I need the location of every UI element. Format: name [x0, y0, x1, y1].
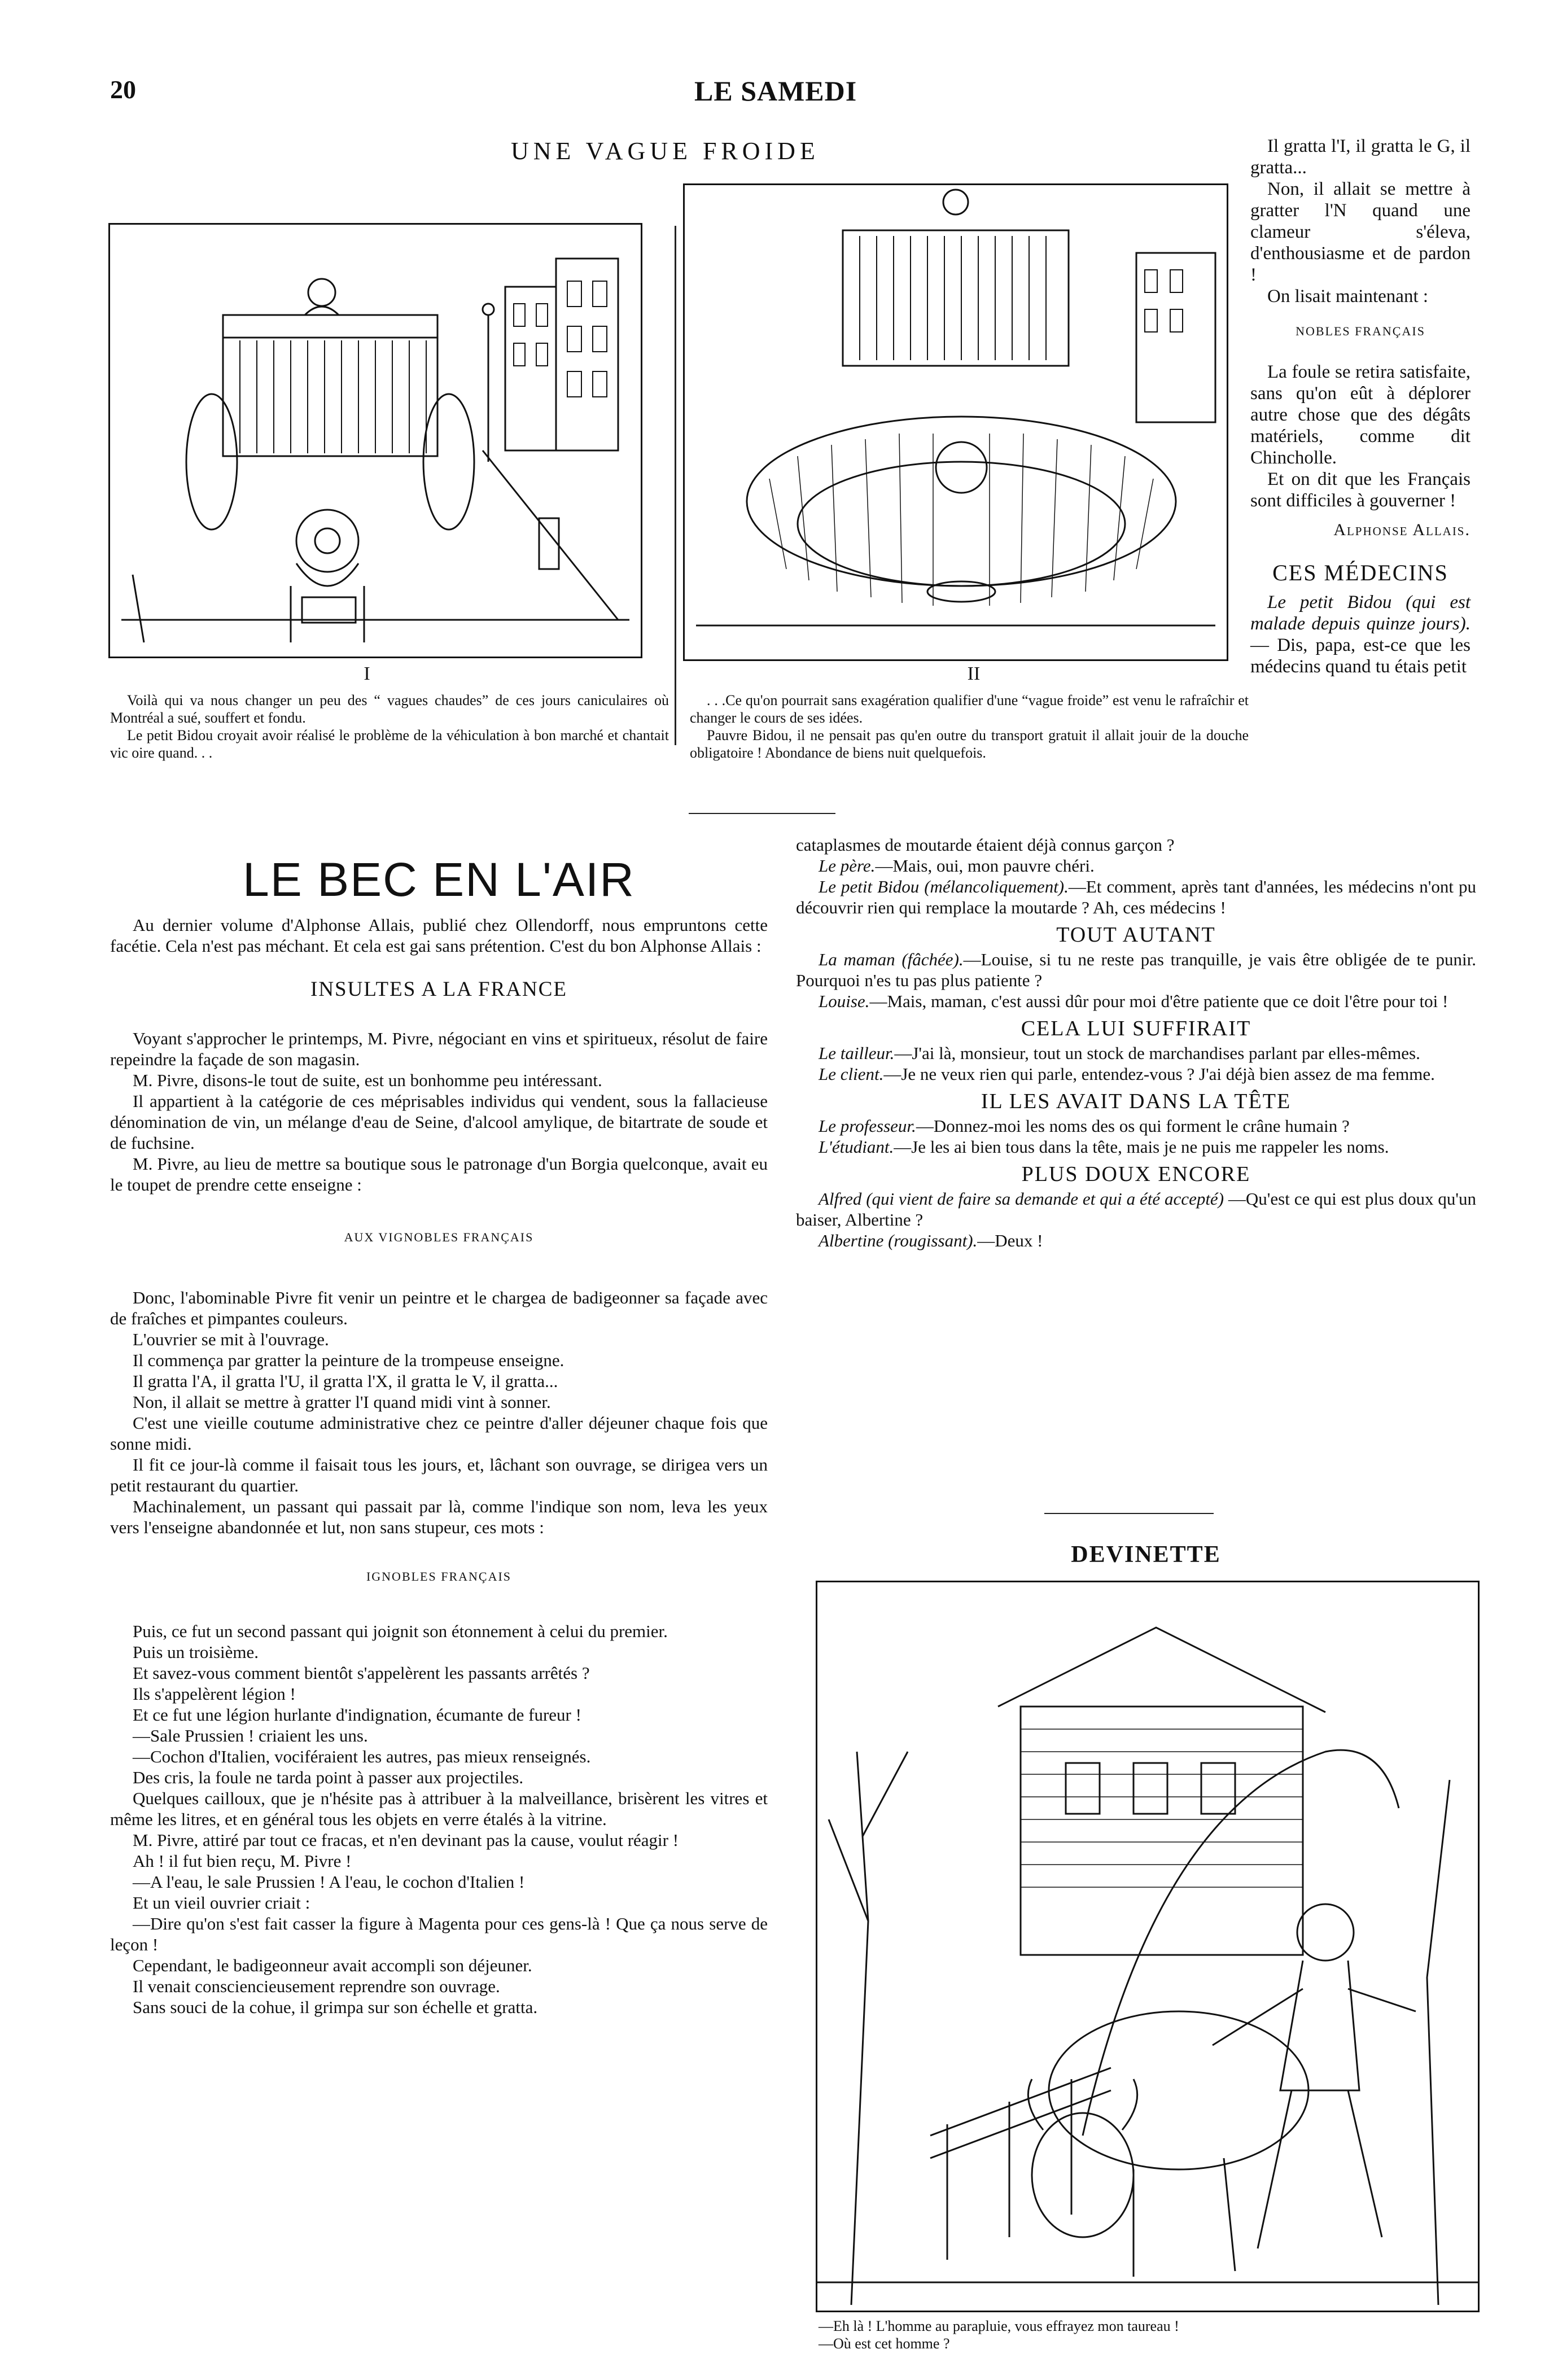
- devinette-title: DEVINETTE: [1071, 1542, 1221, 1568]
- bec-p7: Il commença par gratter la peinture de la trompeuse enseigne.: [133, 1350, 564, 1370]
- bec-p18: —Sale Prussien ! criaient les uns.: [133, 1726, 368, 1745]
- panel-2-caption: [690, 692, 1249, 762]
- jokes-column: [796, 834, 1476, 1251]
- right-para-1: Il gratta l'I, il gratta le G, il gratta...: [1250, 136, 1471, 178]
- line-maman: —Louise, si tu ne reste pas tranquille, je vais être obligée de te punir. Pourquoi n'es tu pas plus patiente ?: [796, 950, 1476, 990]
- bec-title: LE BEC EN L'AIR: [243, 853, 635, 906]
- bec-p27: Cependant, le badigeonneur avait accompli son déjeuner.: [133, 1955, 532, 1975]
- bec-p13: Puis, ce fut un second passant qui joignit son étonnement à celui du premier.: [133, 1621, 668, 1641]
- bec-p28: Il venait consciencieusement reprendre son ouvrage.: [133, 1976, 500, 1996]
- bec-sign-1: AUX VIGNOBLES FRANÇAIS: [344, 1230, 534, 1244]
- right-para-4: La foule se retira satisfaite, sans qu'on eût à déplorer autre chose que des dégâts matériels, comme dit Chincholle.: [1250, 362, 1471, 468]
- speaker-louise: Louise.: [819, 991, 870, 1011]
- page-number: 20: [110, 75, 136, 104]
- right-para-2: Non, il allait se mettre à gratter l'N quand une clameur s'éleva, d'enthousiasme et de pardon !: [1250, 179, 1471, 285]
- bec-p22: M. Pivre, attiré par tout ce fracas, et n'en devinant pas la cause, voulut réagir !: [133, 1830, 679, 1850]
- bec-p19: —Cochon d'Italien, vociféraient les autres, pas mieux renseignés.: [133, 1747, 591, 1766]
- line-etudiant: —Je les ai bien tous dans la tête, mais je ne puis me rappeler les noms.: [894, 1137, 1389, 1157]
- medecins-text: — Dis, papa, est-ce que les médecins quand tu étais petit: [1250, 635, 1471, 677]
- heading-plus-doux: PLUS DOUX ENCORE: [1021, 1162, 1251, 1186]
- devinette-caption: [819, 2317, 1479, 2352]
- bec-p15: Et savez-vous comment bientôt s'appelèrent les passants arrêtés ?: [133, 1663, 590, 1683]
- line-bidou: —Et comment, après tant d'années, les médecins n'ont pu découvrir rien qui remplace la moutarde ? Ah, ces médecins !: [796, 877, 1476, 917]
- bec-p6: L'ouvrier se mit à l'ouvrage.: [133, 1329, 329, 1349]
- bec-p10: C'est une vieille coutume administrative chez ce peintre d'aller déjeuner chaque fois que sonne midi.: [110, 1413, 768, 1454]
- medecins-title: CES MÉDECINS: [1272, 560, 1448, 585]
- heading-tout-autant: TOUT AUTANT: [1056, 923, 1216, 947]
- wagon-street-drawing: [110, 225, 641, 657]
- section-rule: [689, 813, 835, 814]
- speaker-bidou: Le petit Bidou (mélancoliquement).: [819, 877, 1069, 896]
- line-louise: —Mais, maman, c'est aussi dûr pour moi d'être patiente que ce doit l'être pour toi !: [869, 991, 1448, 1011]
- panel-1-number: I: [364, 663, 370, 684]
- right-sign: NOBLES FRANÇAIS: [1296, 324, 1425, 338]
- cartoon-title: UNE VAGUE FROIDE: [511, 137, 820, 165]
- panel-1-caption-line-1: Voilà qui va nous changer un peu des “ vagues chaudes” de ces jours caniculaires où Montréal a sué, souffert et fondu.: [110, 692, 669, 726]
- fountain-drawing: [685, 185, 1227, 659]
- line-pere: —Mais, oui, mon pauvre chéri.: [875, 856, 1095, 876]
- bec-p21: Quelques cailloux, que je n'hésite pas à attribuer à la malveillance, brisèrent les vitres et même les litres, et en général tous les objets en verre étalés à la vitrine.: [110, 1788, 768, 1829]
- line-albertine: —Deux !: [977, 1231, 1043, 1250]
- panel-2-number: II: [967, 663, 981, 684]
- speaker-pere: Le père.: [819, 856, 876, 876]
- right-signature: Alphonse Allais.: [1333, 520, 1471, 539]
- speaker-tailleur: Le tailleur.: [819, 1043, 895, 1063]
- allais-continuation: [1250, 135, 1471, 677]
- speaker-etudiant: L'étudiant.: [819, 1137, 894, 1157]
- bec-p23: Ah ! il fut bien reçu, M. Pivre !: [133, 1851, 352, 1871]
- bull-farmer-drawing: [817, 1582, 1478, 2311]
- bec-p29: Sans souci de la cohue, il grimpa sur son échelle et gratta.: [133, 1997, 538, 2017]
- bec-p25: Et un vieil ouvrier criait :: [133, 1893, 310, 1913]
- bec-intro: Au dernier volume d'Alphonse Allais, publié chez Ollendorff, nous empruntons cette facétie. Cela n'est pas méchant. Et cela est gai sans prétention. C'est du bon Alphonse Allais :: [110, 915, 768, 956]
- panel-divider: [675, 226, 676, 745]
- cartoon-panel-1-illustration: [108, 223, 642, 658]
- panel-2-caption-line-2: Pauvre Bidou, il ne pensait pas qu'en outre du transport gratuit il allait jouir de la douche obligatoire ! Abondance de biens nuit quelquefois.: [690, 727, 1249, 761]
- bec-p16: Ils s'appelèrent légion !: [133, 1684, 296, 1704]
- line-alfred: —Qu'est ce qui est plus doux qu'un baiser, Albertine ?: [796, 1189, 1476, 1230]
- line-client: —Je ne veux rien qui parle, entendez-vous ? J'ai déjà bien assez de ma femme.: [883, 1064, 1435, 1084]
- bec-p2: M. Pivre, disons-le tout de suite, est un bonhomme peu intéressant.: [133, 1070, 602, 1090]
- line-professeur: —Donnez-moi les noms des os qui forment le crâne humain ?: [916, 1116, 1350, 1136]
- medecins-continuation: cataplasmes de moutarde étaient déjà connus garçon ?: [796, 835, 1175, 855]
- heading-tete: IL LES AVAIT DANS LA TÊTE: [981, 1090, 1292, 1113]
- bec-p24: —A l'eau, le sale Prussien ! A l'eau, le cochon d'Italien !: [133, 1872, 525, 1892]
- speaker-maman: La maman (fâchée).: [819, 950, 964, 969]
- heading-suffirait: CELA LUI SUFFIRAIT: [1021, 1017, 1251, 1040]
- right-para-5: Et on dit que les Français sont difficiles à gouverner !: [1250, 469, 1471, 511]
- panel-1-caption-line-2: Le petit Bidou croyait avoir réalisé le problème de la véhiculation à bon marché et chantait vic oire quand. . .: [110, 727, 669, 761]
- cartoon-panel-2-illustration: [683, 183, 1228, 661]
- right-para-3: On lisait maintenant :: [1267, 286, 1429, 307]
- medecins-intro: Le petit Bidou (qui est malade depuis quinze jours).: [1250, 592, 1471, 634]
- bec-p12: Machinalement, un passant qui passait par là, comme l'indique son nom, leva les yeux vers l'enseigne abandonnée et lut, non sans stupeur, ces mots :: [110, 1497, 768, 1537]
- bec-p5: Donc, l'abominable Pivre fit venir un peintre et le chargea de badigeonner sa façade avec de fraîches et pimpantes couleurs.: [110, 1288, 768, 1328]
- devinette-caption-2: —Où est cet homme ?: [819, 2335, 950, 2352]
- speaker-alfred: Alfred (qui vient de faire sa demande et qui a été accepté): [819, 1189, 1224, 1209]
- bec-p1: Voyant s'approcher le printemps, M. Pivre, négociant en vins et spiritueux, résolut de faire repeindre la façade de son magasin.: [110, 1029, 768, 1069]
- panel-2-caption-line-1: . . .Ce qu'on pourrait sans exagération qualifier d'une “vague froide” est venu le rafraîchir et changer le cours de ses idées.: [690, 692, 1249, 726]
- panel-1-caption: [110, 692, 669, 762]
- bec-p26: —Dire qu'on s'est fait casser la figure à Magenta pour ces gens-là ! Que ça nous serve de leçon !: [110, 1914, 768, 1954]
- speaker-client: Le client.: [819, 1064, 884, 1084]
- bec-p14: Puis un troisième.: [133, 1642, 259, 1662]
- bec-article: [110, 915, 768, 2018]
- bec-p17: Et ce fut une légion hurlante d'indignation, écumante de fureur !: [133, 1705, 581, 1725]
- bec-sign-2: IGNOBLES FRANÇAIS: [366, 1569, 512, 1583]
- masthead: LE SAMEDI: [694, 75, 857, 107]
- bec-p3: Il appartient à la catégorie de ces méprisables individus qui vendent, sous la fallacieuse dénomination de vin, un mélange d'eau de Seine, d'alcool amylique, de bitartrate de soude et de fuchsine.: [110, 1091, 768, 1153]
- devinette-illustration: [816, 1581, 1480, 2312]
- line-tailleur: —J'ai là, monsieur, tout un stock de marchandises parlant par elles-mêmes.: [894, 1043, 1420, 1063]
- bec-p20: Des cris, la foule ne tarda point à passer aux projectiles.: [133, 1768, 524, 1787]
- bec-p4: M. Pivre, au lieu de mettre sa boutique sous le patronage d'un Borgia quelconque, avait eu le toupet de prendre cette enseigne :: [110, 1154, 768, 1195]
- devinette-rule: [1044, 1513, 1214, 1514]
- bec-p9: Non, il allait se mettre à gratter l'I quand midi vint à sonner.: [133, 1392, 551, 1412]
- speaker-albertine: Albertine (rougissant).: [819, 1231, 978, 1250]
- bec-heading: INSULTES A LA FRANCE: [310, 978, 567, 1001]
- speaker-professeur: Le professeur.: [819, 1116, 916, 1136]
- bec-p8: Il gratta l'A, il gratta l'U, il gratta l'X, il gratta le V, il gratta...: [133, 1371, 558, 1391]
- devinette-caption-1: —Eh là ! L'homme au parapluie, vous effrayez mon taureau !: [819, 2318, 1179, 2334]
- bec-p11: Il fit ce jour-là comme il faisait tous les jours, et, lâchant son ouvrage, se dirigea vers un petit restaurant du quartier.: [110, 1455, 768, 1495]
